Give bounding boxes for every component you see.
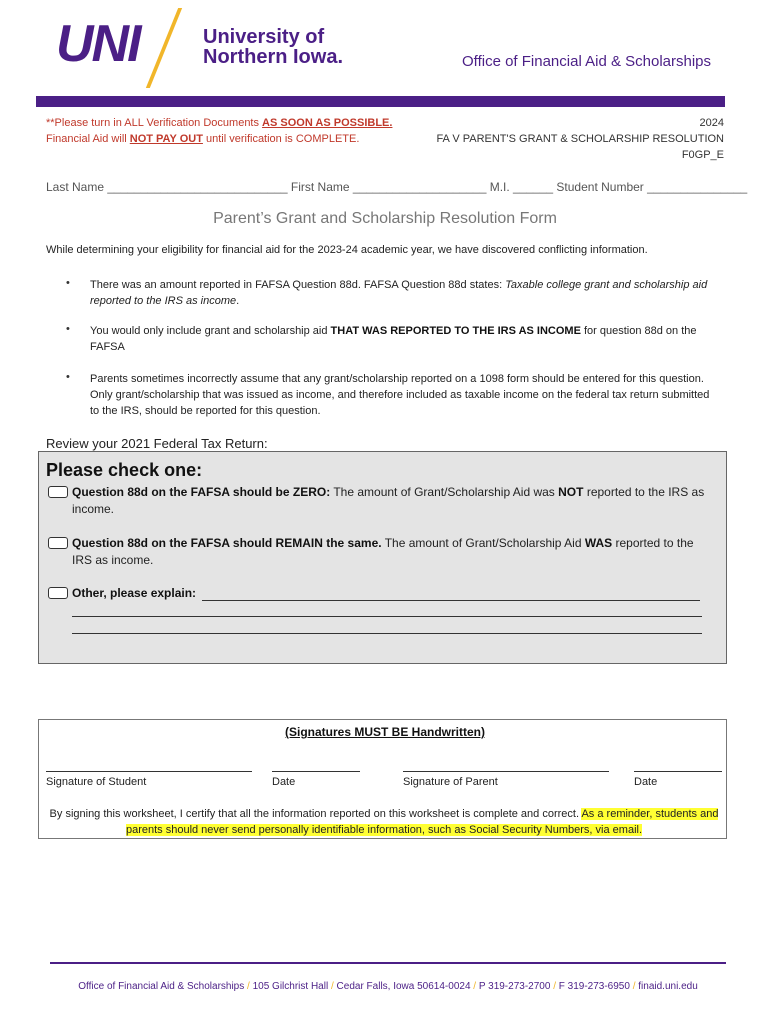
footer-contact	[50, 981, 726, 992]
option-zero-label	[72, 484, 712, 518]
student-name-line: Last Name ___________________________ First Name ____________________ M.I. ______ Student Number _______________	[46, 180, 748, 194]
parent-date-label: Date	[634, 776, 658, 788]
office-title: Office of Financial Aid & Scholarships	[462, 53, 712, 70]
option-remain-checkbox[interactable]	[48, 537, 68, 549]
notice-line1-text: **Please turn in ALL Verification Documents	[46, 117, 263, 129]
bullet-1-suffix: .	[236, 295, 240, 307]
student-signature-line[interactable]	[46, 771, 252, 772]
bullet-dot: •	[66, 277, 70, 289]
parent-date-line[interactable]	[634, 771, 722, 772]
student-signature-label: Signature of Student	[46, 776, 147, 788]
footer-separator: /	[553, 981, 556, 992]
option-zero-text-c: reported to the IRS as income.	[72, 485, 705, 516]
footer-fax: F 319-273-6950	[558, 981, 630, 992]
university-line-1: University of	[203, 26, 325, 48]
option-zero-checkbox[interactable]	[48, 486, 68, 498]
intro-text: While determining your eligibility for financial aid for the 2023-24 academic year, we have discovered conflicting information.	[46, 244, 648, 256]
verification-notice	[46, 115, 392, 147]
notice-line1-emphasis: AS SOON AS POSSIBLE.	[262, 117, 393, 129]
bullet-1-text: There was an amount reported in FAFSA Question 88d. FAFSA Question 88d states:	[90, 279, 506, 291]
student-date-line[interactable]	[272, 771, 360, 772]
bullet-dot: •	[66, 323, 70, 335]
student-date-label: Date	[272, 776, 296, 788]
explain-line-2[interactable]	[72, 616, 702, 617]
logo-slash-icon	[146, 8, 182, 88]
option-remain-bold: Question 88d on the FAFSA should REMAIN the same.	[72, 536, 382, 550]
header-rule	[36, 96, 725, 107]
certification-plain: By signing this worksheet, I certify that all the information reported on this worksheet is complete and correct.	[49, 808, 582, 820]
bullet-1-italic: Taxable college grant and scholarship aid reported to the IRS as income	[90, 279, 708, 307]
parent-signature-line[interactable]	[403, 771, 609, 772]
option-other-checkbox[interactable]	[48, 587, 68, 599]
option-remain-text-c: reported to the IRS as income.	[72, 536, 694, 567]
explain-line-3[interactable]	[72, 633, 702, 634]
footer-address: 105 Gilchrist Hall	[252, 981, 329, 992]
option-remain-label	[72, 535, 712, 569]
option-other-bold: Other, please explain:	[72, 586, 197, 600]
footer-city: Cedar Falls, Iowa 50614-0024	[336, 981, 471, 992]
form-name: FA V PARENT'S GRANT & SCHOLARSHIP RESOLUTION	[436, 133, 724, 145]
certification-highlight: As a reminder, students and parents should never send personally identifiable information, such as Social Security Numbers, via email.	[125, 808, 719, 836]
option-remain-text-a: The amount of Grant/Scholarship Aid	[381, 536, 585, 550]
footer-phone: P 319-273-2700	[478, 981, 551, 992]
option-zero-bold: Question 88d on the FAFSA should be ZERO:	[72, 485, 331, 499]
footer-office: Office of Financial Aid & Scholarships	[78, 981, 245, 992]
form-title: Parent’s Grant and Scholarship Resolution Form	[213, 210, 557, 227]
bullet-item-3: Parents sometimes incorrectly assume that any grant/scholarship reported on a 1098 form should be entered for this question. Only grant/scholarship that was issued as income, and therefore included as taxable income on the federal tax return submitted to the IRS, should be reported for this question.	[90, 373, 710, 417]
form-identifier	[436, 115, 724, 163]
footer-separator: /	[473, 981, 477, 992]
review-instruction: Review your 2021 Federal Tax Return:	[46, 436, 268, 451]
university-name	[203, 27, 343, 67]
explain-line-1[interactable]	[202, 600, 700, 601]
form-year: 2024	[699, 117, 724, 129]
footer-rule	[50, 962, 726, 964]
certification-text	[46, 806, 722, 838]
bullet-dot: •	[66, 371, 70, 383]
option-remain-was: WAS	[584, 536, 613, 550]
bullet-item-1	[90, 277, 715, 309]
notice-line2-text: Financial Aid will	[46, 133, 130, 145]
footer-web-link[interactable]: finaid.uni.edu	[638, 981, 698, 992]
check-one-title: Please check one:	[46, 460, 203, 480]
footer-separator: /	[330, 981, 334, 992]
bullet-2-bold: THAT WAS REPORTED TO THE IRS AS INCOME	[330, 325, 581, 337]
option-zero-not: NOT	[558, 485, 584, 499]
option-zero-text-a: The amount of Grant/Scholarship Aid was	[330, 485, 559, 499]
notice-line2-emphasis: NOT PAY OUT	[129, 133, 203, 145]
footer-separator: /	[632, 981, 636, 992]
signature-heading: (Signatures MUST BE Handwritten)	[284, 725, 485, 739]
option-other-label	[72, 585, 202, 602]
university-line-2: Northern Iowa.	[203, 46, 344, 68]
notice-line2-suffix: until verification is COMPLETE.	[202, 133, 360, 145]
form-code: F0GP_E	[681, 149, 724, 161]
bullet-2-suffix: for question 88d on the FAFSA	[90, 325, 697, 353]
bullet-2-text: You would only include grant and scholarship aid	[90, 325, 331, 337]
parent-signature-label: Signature of Parent	[403, 776, 498, 788]
uni-logo-text: UNI	[56, 15, 140, 73]
bullet-item-2	[90, 323, 715, 355]
footer-separator: /	[247, 981, 250, 992]
